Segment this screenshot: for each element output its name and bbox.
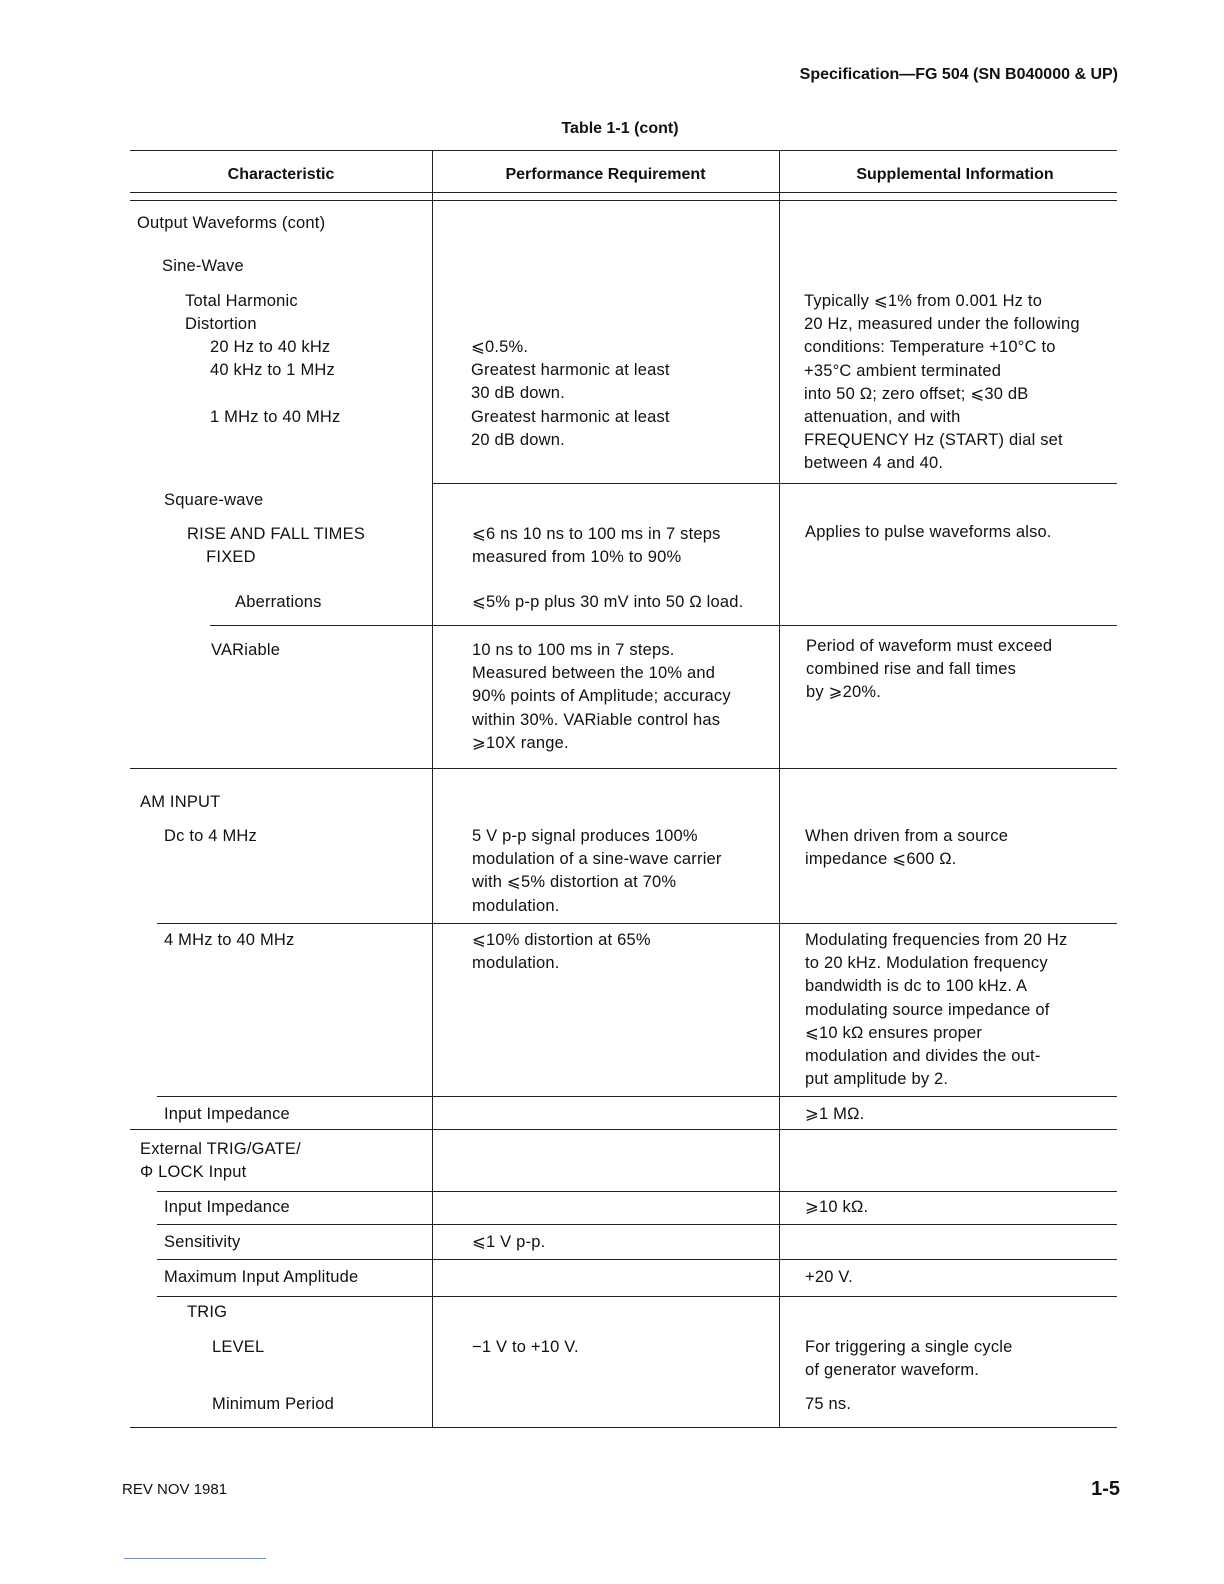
row-rule xyxy=(210,625,1117,626)
revision-date: REV NOV 1981 xyxy=(122,1481,228,1498)
thd-frequency-ranges: 20 Hz to 40 kHz 40 kHz to 1 MHz 1 MHz to 40 MHz xyxy=(210,338,341,426)
column-divider-2 xyxy=(779,150,780,1427)
subsection-sine-wave: Sine-Wave xyxy=(162,257,244,275)
column-header-characteristic: Characteristic xyxy=(227,166,335,183)
section-am-input: AM INPUT xyxy=(140,793,221,811)
level-characteristic: LEVEL xyxy=(212,1338,265,1356)
column-header-supplemental: Supplemental Information xyxy=(856,166,1054,183)
ext-input-impedance-supplemental: ⩾10 kΩ. xyxy=(805,1198,869,1216)
thd-performance: ⩽0.5%. Greatest harmonic at least 30 dB down. Greatest harmonic at least 20 dB down. xyxy=(471,338,670,449)
table-bottom-rule xyxy=(130,1427,1117,1428)
page-number: 1-5 xyxy=(1091,1478,1120,1500)
4-to-40mhz-characteristic: 4 MHz to 40 MHz xyxy=(164,931,295,949)
row-rule xyxy=(130,1129,1117,1130)
am-input-impedance-characteristic: Input Impedance xyxy=(164,1105,290,1123)
row-rule xyxy=(130,768,1117,769)
column-header-performance: Performance Requirement xyxy=(505,166,706,183)
table-title: Table 1-1 (cont) xyxy=(561,120,679,137)
row-rule xyxy=(157,923,1117,924)
row-rule xyxy=(157,1096,1117,1097)
aberrations-characteristic: Aberrations xyxy=(235,593,322,611)
thd-characteristic: Total Harmonic Distortion xyxy=(185,292,298,334)
minimum-period-characteristic: Minimum Period xyxy=(212,1395,334,1413)
sensitivity-characteristic: Sensitivity xyxy=(164,1233,241,1251)
rise-fall-characteristic: RISE AND FALL TIMES FIXED xyxy=(187,525,366,567)
section-output-waveforms: Output Waveforms (cont) xyxy=(137,214,326,232)
header-rule-1 xyxy=(130,192,1117,193)
variable-supplemental: Period of waveform must exceed combined rise and fall times by ⩾20%. xyxy=(806,637,1053,702)
row-rule xyxy=(157,1191,1117,1192)
running-header: Specification—FG 504 (SN B040000 & UP) xyxy=(799,66,1118,83)
variable-characteristic: VARiable xyxy=(211,641,281,659)
rise-fall-performance: ⩽6 ns 10 ns to 100 ms in 7 steps measured from 10% to 90% xyxy=(472,525,721,567)
minimum-period-supplemental: 75 ns. xyxy=(805,1395,852,1413)
table-top-rule xyxy=(130,150,1117,151)
row-rule xyxy=(432,483,1117,484)
column-divider-1 xyxy=(432,150,433,1427)
dc-to-4mhz-performance: 5 V p-p signal produces 100% modulation of a sine-wave carrier with ⩽5% distortion at 70% modulation. xyxy=(472,827,722,915)
row-rule xyxy=(157,1259,1117,1260)
4-to-40mhz-performance: ⩽10% distortion at 65% modulation. xyxy=(472,931,651,973)
level-supplemental: For triggering a single cycle of generator waveform. xyxy=(805,1338,1013,1380)
aberrations-performance: ⩽5% p-p plus 30 mV into 50 Ω load. xyxy=(472,593,744,611)
variable-performance: 10 ns to 100 ms in 7 steps. Measured between the 10% and 90% points of Amplitude; accuracy within 30%. VARiable control has ⩾10X range. xyxy=(472,641,731,752)
row-rule xyxy=(157,1224,1117,1225)
footer-divider xyxy=(124,1558,266,1559)
sensitivity-performance: ⩽1 V p-p. xyxy=(472,1233,546,1251)
max-input-amplitude-characteristic: Maximum Input Amplitude xyxy=(164,1268,359,1286)
max-input-amplitude-supplemental: +20 V. xyxy=(805,1268,853,1286)
am-input-impedance-supplemental: ⩾1 MΩ. xyxy=(805,1105,865,1123)
trig-characteristic: TRIG xyxy=(187,1303,228,1321)
row-rule xyxy=(157,1296,1117,1297)
ext-input-impedance-characteristic: Input Impedance xyxy=(164,1198,290,1216)
level-performance: −1 V to +10 V. xyxy=(472,1338,579,1356)
4-to-40mhz-supplemental: Modulating frequencies from 20 Hz to 20 kHz. Modulation frequency bandwidth is dc to 100 kHz. A modulating source impedance of ⩽10 kΩ ensures proper modulation and divides the out- put amplitude by 2. xyxy=(805,931,1068,1089)
section-external-trig-gate: External TRIG/GATE/ Φ LOCK Input xyxy=(140,1140,301,1182)
subsection-square-wave: Square-wave xyxy=(164,491,264,509)
rise-fall-supplemental: Applies to pulse waveforms also. xyxy=(805,523,1052,541)
header-rule-2 xyxy=(130,200,1117,201)
thd-supplemental: Typically ⩽1% from 0.001 Hz to 20 Hz, measured under the following conditions: Temperature +10°C to +35°C ambient terminated into 50 Ω; zero offset; ⩽30 dB attenuation, and with FREQUENCY Hz (START) dial set between 4 and 40. xyxy=(804,292,1080,473)
dc-to-4mhz-supplemental: When driven from a source impedance ⩽600 Ω. xyxy=(805,827,1009,869)
dc-to-4mhz-characteristic: Dc to 4 MHz xyxy=(164,827,257,845)
